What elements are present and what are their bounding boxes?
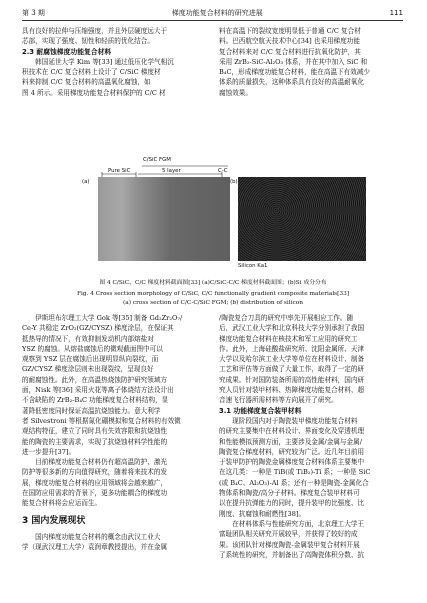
text-line: 面，Nisk 等[36] 采用火花等离子体烧结方法设计出 [22,386,174,395]
right-column-top [219,26,404,98]
text-line: 展，梯度功能复合材料的应用领域将会越来越广， [22,478,168,487]
text-line: 观察到 YSZ 层在腐蚀后出现明显纵向裂纹，而 [22,355,159,364]
text-line: 的耐腐蚀性。此外，在高温热烧蚀防护研究领域方 [22,375,168,384]
text-line: 在国防应用需求的背景下，更多功能耦合的梯度功 [22,489,168,498]
text-line: YSZ 的腐蚀。从熔盐腐蚀后的微观截面图中可以 [22,344,163,353]
fgm-label: C/SiC FGM [143,157,171,163]
cc-label: C-C [218,168,228,174]
text-line: 究人员针对装甲材料、热障梯度功能复合材料、超 [219,386,365,395]
pure-sic-label: Pure SiC [108,168,131,174]
text-line: 不含缺陷的 ZrB₂-B₄C 功能梯度复合材料结构，显 [22,396,169,405]
text-line: 积技术在 C/C 复合材料上设计了 C/SiC 梯度材 [22,68,161,77]
panel-a-label: (a) [82,179,90,185]
panel-b-silicon-map [238,177,366,261]
text-line: 芯部，实现了强度、韧性和轻质的优化结合。 [22,37,154,46]
header-rule [22,20,403,21]
text-line: 著降低密度同时保证高温抗烧蚀能力。意大利学 [22,406,161,415]
text-line: 图 4 所示。采用梯度功能复合材料保护的 C/C 材 [22,88,166,97]
running-header [22,6,403,20]
journal-article-title: 梯度功能复合材料的研究进展 [171,9,263,17]
text-line: 能复合材料将会应运而生。 [22,499,102,508]
silicon-map-label: Silicon Ka1 [238,263,268,269]
section-heading-3: 3 国内发展现状 [22,515,86,526]
figure-caption-en: Fig. 4 Cross section morphology of C/SiC, C/C functionally gradient composite materials[33] [76,291,350,297]
figure-4 [78,157,373,273]
figure-caption-en-sub: (a) cross section of C/C-C/SiC FGM; (b) distribution of silicon [123,300,303,306]
text-line: 进一步提升[37]。 [22,447,76,456]
text-line: 的研究主要集中在材料设计、界面变化及穿透机理 [219,427,365,436]
text-line: 韩国延世大学 Kim 等[33] 通过低压化学气相沉 [22,57,174,66]
text-line: 学（现武汉理工大学）袁润章教授提出，并在金属 [22,543,168,552]
text-line: 陶瓷复合梯度材料，研究较为广泛。近几年目前用 [219,447,365,456]
issue-number: 第 3 期 [22,9,45,17]
text-line: 工艺和评估等方面做了大量工作，取得了一定的研 [219,365,365,374]
text-line: 究成果。针对国防装备所需的高性能材料，国内研 [219,375,365,384]
text-line: 者 Silvestroni 等根据氮化硼模拟和复合材料的有效微 [22,416,181,425]
text-line: 现阶段国内对于陶瓷装甲梯度功能复合材料 [219,416,358,425]
page-number: 111 [389,9,403,17]
text-line: 了系统性的研究，并制备出了高陶瓷体积分数、抗 [219,550,365,559]
text-line: 料在高温下的裂纹宽度明显低于普通 C/C 复合材 [219,27,361,35]
layer-label: 5 layer [162,168,181,174]
text-line: 在这几类：一种是 TiB(或 TiB₂)-Ti 系；一种是 SiC [219,468,371,477]
text-line: 音速飞行器所需材料等方向展开了研究。 [219,396,338,405]
section-heading-2-3: 2.3 耐腐蚀梯度功能复合材料 [22,47,112,56]
text-line: 于装甲防护的陶瓷金属梯度复合材料体系主要集中 [219,458,365,467]
text-line: 果。该团队针对梯度陶瓷-金属装甲复合材料开展 [219,540,360,549]
text-line: 体系的质量损失，这种体系具有良好的高温耐氧化 [219,78,365,87]
text-line: 刚度、抗腐蚀和耐燃性[38]。 [219,509,306,518]
text-line: 梯度功能复合材料在核技术和军工应用的研究工 [219,334,358,343]
text-line: 大学以及哈尔滨工业大学等单位在材料设计、制备 [219,355,365,364]
text-line: 作。此外，上海硅酸盐研究所、沈阳金属所、天津 [219,344,365,353]
text-line: 在材料体系与性能研究方面，北京理工大学王 [219,519,365,528]
text-line: /陶瓷复合刀具的研究中率先开展相应工作。随 [219,314,354,322]
left-column-bottom [22,313,205,553]
text-line: 观结构特征，建立了同时具有失效容限和抗烧蚀性 [22,427,168,436]
right-column-bottom [219,313,404,560]
text-line: 腐蚀效果。 [219,88,252,97]
text-line: B₄C，形成梯度功能复合材料，能在高温下有效减少 [219,68,371,77]
text-line: Ce-Y 共稳定 ZrO₂(GZ/CYSZ) 梯度涂层，在保证其 [22,324,174,333]
text-line: 抵热导的情况下，有效抑制发动机内部熔盐对 [22,334,154,343]
text-line: 伊斯坦布尔理工大学 Gok 等[35] 制备 Gd₂Zr₂O₇/ [22,314,183,322]
text-line: (或 B₄C、Al₂O₃)-Al 系；还有一种是陶瓷-金属化合 [219,478,369,487]
left-column-top [22,26,205,98]
section-heading-3-1: 3.1 功能梯度复合装甲材料 [219,406,302,415]
text-line: 物体系和陶瓷/高分子材料。梯度复合装甲材料可 [219,489,360,498]
text-line: 能的陶瓷的主要需求，实现了抗烧蚀材料学性能的 [22,437,168,446]
text-line: 料。巴西航空航天技术中心[34] 也采用梯度功能 [219,37,360,46]
text-line: 采用 ZrB₂-SiC-Al₂O₃ 体系，并在其中加入 SiC 和 [219,57,368,66]
text-line: 以在提升抗弹能力的同时，提升装甲的比强度、比 [219,499,365,508]
text-line: 复合材料来对 C/C 复合材料进行抗氧化防护，其 [219,47,361,56]
text-line: 目前梯度功能复合材料仍有超高温防护、激光 [22,458,168,467]
text-line: 料来抑制 C/C 复合材料的高温氧化腐蚀，如 [22,78,151,87]
text-line: 后，武汉工业大学和北京科技大学分别承担了我国 [219,324,365,333]
text-line: 具有良好的拉伸与压缩强度，并且外层硬度远大于 [22,27,168,35]
text-line: 国内梯度功能复合材料的概念由武汉工业大 [22,532,161,541]
figure-caption-cn: 图 4 C/SiC、C/C 梯度材料截面图[33] (a)C/SiC-C/C 梯度材料截面图；(b)Si 成分分布 [99,280,327,286]
text-line: GZ/CYSZ 梯度涂层则未出现裂纹，呈现良好 [22,365,154,374]
text-line: 防护等很多新的方向值得研究，随着将来技术的发 [22,468,168,477]
text-line: 和性能模拟预测方面，主要涉及金属/金属与金属/ [219,437,362,446]
text-line: 富耻团队相关研究开展较早，并获得了较好的成 [219,530,358,539]
panel-a-sem-image [98,177,230,261]
panel-b-label: (b) [230,179,238,185]
